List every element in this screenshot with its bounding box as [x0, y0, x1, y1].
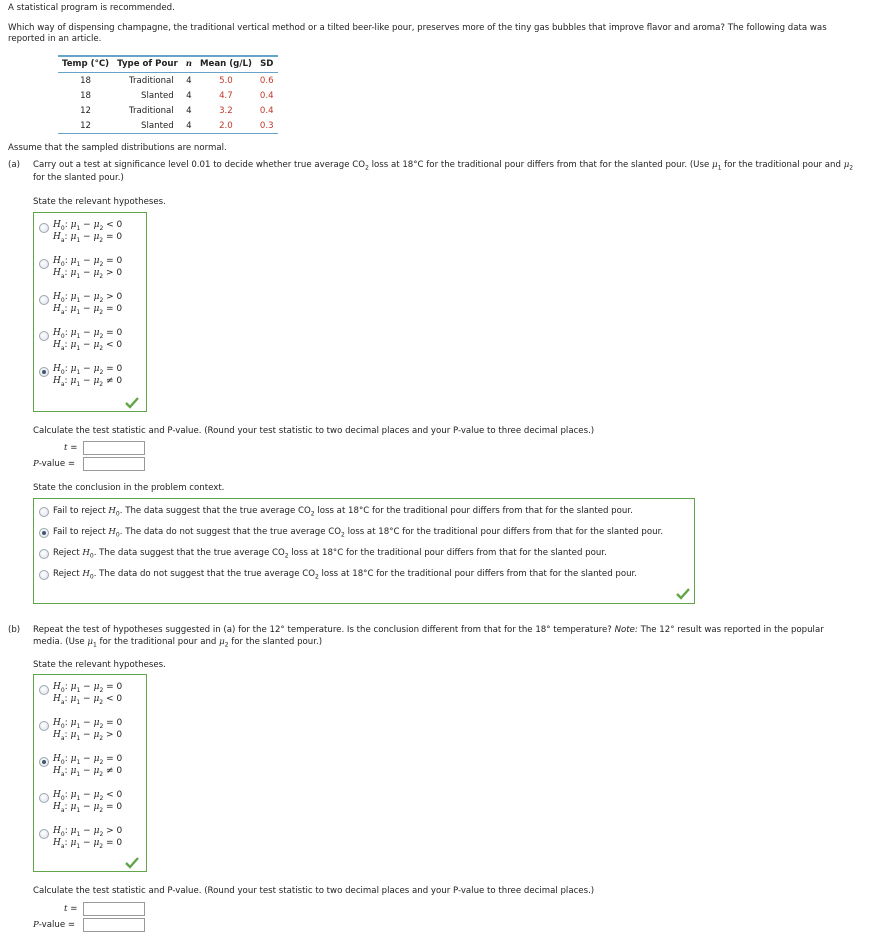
p-label: P-value = — [33, 459, 76, 469]
alt-hypothesis: $H_a$: $\mu_1 - \mu_2 > 0$ — [53, 268, 123, 280]
p-value-input[interactable] — [83, 457, 145, 471]
alt-hypothesis: $H_a$: $\mu_1 - \mu_2 \ne 0$ — [53, 766, 123, 778]
part-a-question-line-2: for the slanted pour.) — [33, 173, 124, 183]
radio-button[interactable] — [39, 295, 49, 305]
radio-button[interactable] — [39, 331, 49, 341]
part-b-question-line-2: media. (Use $\mu_1$ for the traditional pour and $\mu_2$ for the slanted pour.) — [33, 637, 323, 649]
radio-button[interactable] — [39, 507, 49, 517]
alt-hypothesis: $H_a$: $\mu_1 - \mu_2 < 0$ — [53, 340, 123, 352]
p-label: P-value = — [33, 920, 76, 930]
col-header: n — [182, 56, 196, 73]
assumption-text: Assume that the sampled distributions are normal. — [8, 143, 227, 153]
conclusion-text: Fail to reject $H_0$. The data do not suggest that the true average $CO_2$ loss at 18°C for the traditional pour differs from that for the slanted pour. — [53, 527, 664, 539]
radio-button[interactable] — [39, 528, 49, 538]
conclusion-text: Reject $H_0$. The data suggest that the true average $CO_2$ loss at 18°C for the traditional pour differs from that for the slanted pour. — [53, 548, 607, 560]
null-hypothesis: $H_0$: $\mu_1 - \mu_2 = 0$ — [53, 364, 123, 376]
alt-hypothesis: $H_a$: $\mu_1 - \mu_2 < 0$ — [53, 694, 123, 706]
null-hypothesis: $H_0$: $\mu_1 - \mu_2 = 0$ — [53, 718, 123, 730]
null-hypothesis: $H_0$: $\mu_1 - \mu_2 < 0$ — [53, 790, 123, 802]
data-table — [58, 55, 278, 134]
col-header: Mean (g/L) — [196, 56, 256, 73]
col-header: SD — [256, 56, 278, 73]
question-line-1: Which way of dispensing champagne, the traditional vertical method or a tilted beer-like pour, preserves more of the tiny gas bubbles that improve flavor and aroma? The following data was — [8, 23, 827, 33]
null-hypothesis: $H_0$: $\mu_1 - \mu_2 = 0$ — [53, 328, 123, 340]
part-a-label: (a) — [8, 160, 20, 170]
part-b-hypotheses-prompt: State the relevant hypotheses. — [33, 660, 166, 670]
null-hypothesis: $H_0$: $\mu_1 - \mu_2 = 0$ — [53, 256, 123, 268]
part-b-label: (b) — [8, 625, 21, 635]
t-stat-input-b[interactable] — [83, 902, 145, 916]
radio-button[interactable] — [39, 721, 49, 731]
conclusion-prompt: State the conclusion in the problem context. — [33, 483, 225, 493]
part-b-question-line-1: Repeat the test of hypotheses suggested in (a) for the 12° temperature. Is the conclusion different from that for the 18° temperature? Note: The 12° result was reported in the popular — [33, 625, 824, 635]
null-hypothesis: $H_0$: $\mu_1 - \mu_2 = 0$ — [53, 754, 123, 766]
intro-line: A statistical program is recommended. — [8, 3, 175, 13]
table-row: 18 Traditional 4 5.0 0.6 — [80, 75, 274, 86]
null-hypothesis: $H_0$: $\mu_1 - \mu_2 > 0$ — [53, 292, 123, 304]
t-stat-input[interactable] — [83, 441, 145, 455]
alt-hypothesis: $H_a$: $\mu_1 - \mu_2 \ne 0$ — [53, 376, 123, 388]
t-label: t = — [64, 443, 78, 453]
null-hypothesis: $H_0$: $\mu_1 - \mu_2 < 0$ — [53, 220, 123, 232]
radio-button[interactable] — [39, 793, 49, 803]
part-a-question-line-1: Carry out a test at significance level 0.01 to decide whether true average $CO_2$ loss at 18°C for the traditional pour differs from that for the slanted pour. (Use $\mu_1$ for the traditional pour and $\mu_2$ — [33, 160, 854, 172]
part-a-calc-prompt: Calculate the test statistic and P-value. (Round your test statistic to two decimal places and your P-value to three decimal places.) — [33, 426, 595, 436]
alt-hypothesis: $H_a$: $\mu_1 - \mu_2 = 0$ — [53, 232, 123, 244]
null-hypothesis: $H_0$: $\mu_1 - \mu_2 = 0$ — [53, 682, 123, 694]
radio-button[interactable] — [39, 685, 49, 695]
table-row: 18 Slanted 4 4.7 0.4 — [80, 90, 274, 101]
question-line-2: reported in an article. — [8, 34, 102, 44]
radio-button[interactable] — [39, 757, 49, 767]
alt-hypothesis: $H_a$: $\mu_1 - \mu_2 = 0$ — [53, 304, 123, 316]
conclusion-text: Reject $H_0$. The data do not suggest that the true average $CO_2$ loss at 18°C for the traditional pour differs from that for the slanted pour. — [53, 569, 638, 581]
part-a-hypotheses-prompt: State the relevant hypotheses. — [33, 197, 166, 207]
table-row: 12 Traditional 4 3.2 0.4 — [80, 105, 274, 116]
radio-button[interactable] — [39, 223, 49, 233]
col-header: Type of Pour — [113, 56, 182, 73]
alt-hypothesis: $H_a$: $\mu_1 - \mu_2 = 0$ — [53, 802, 123, 814]
check-icon — [125, 857, 139, 869]
alt-hypothesis: $H_a$: $\mu_1 - \mu_2 = 0$ — [53, 838, 123, 850]
t-label: t = — [64, 904, 78, 914]
radio-button[interactable] — [39, 549, 49, 559]
radio-button[interactable] — [39, 829, 49, 839]
table-row: 12 Slanted 4 2.0 0.3 — [58, 118, 278, 134]
check-icon — [676, 588, 690, 600]
null-hypothesis: $H_0$: $\mu_1 - \mu_2 > 0$ — [53, 826, 123, 838]
alt-hypothesis: $H_a$: $\mu_1 - \mu_2 > 0$ — [53, 730, 123, 742]
radio-button[interactable] — [39, 259, 49, 269]
conclusion-text: Fail to reject $H_0$. The data suggest that the true average $CO_2$ loss at 18°C for the traditional pour differs from that for the slanted pour. — [53, 506, 633, 518]
col-header: Temp (°C) — [58, 56, 113, 73]
radio-button[interactable] — [39, 570, 49, 580]
radio-button[interactable] — [39, 367, 49, 377]
part-b-calc-prompt: Calculate the test statistic and P-value. (Round your test statistic to two decimal places and your P-value to three decimal places.) — [33, 886, 595, 896]
check-icon — [125, 397, 139, 409]
p-value-input-b[interactable] — [83, 918, 145, 932]
